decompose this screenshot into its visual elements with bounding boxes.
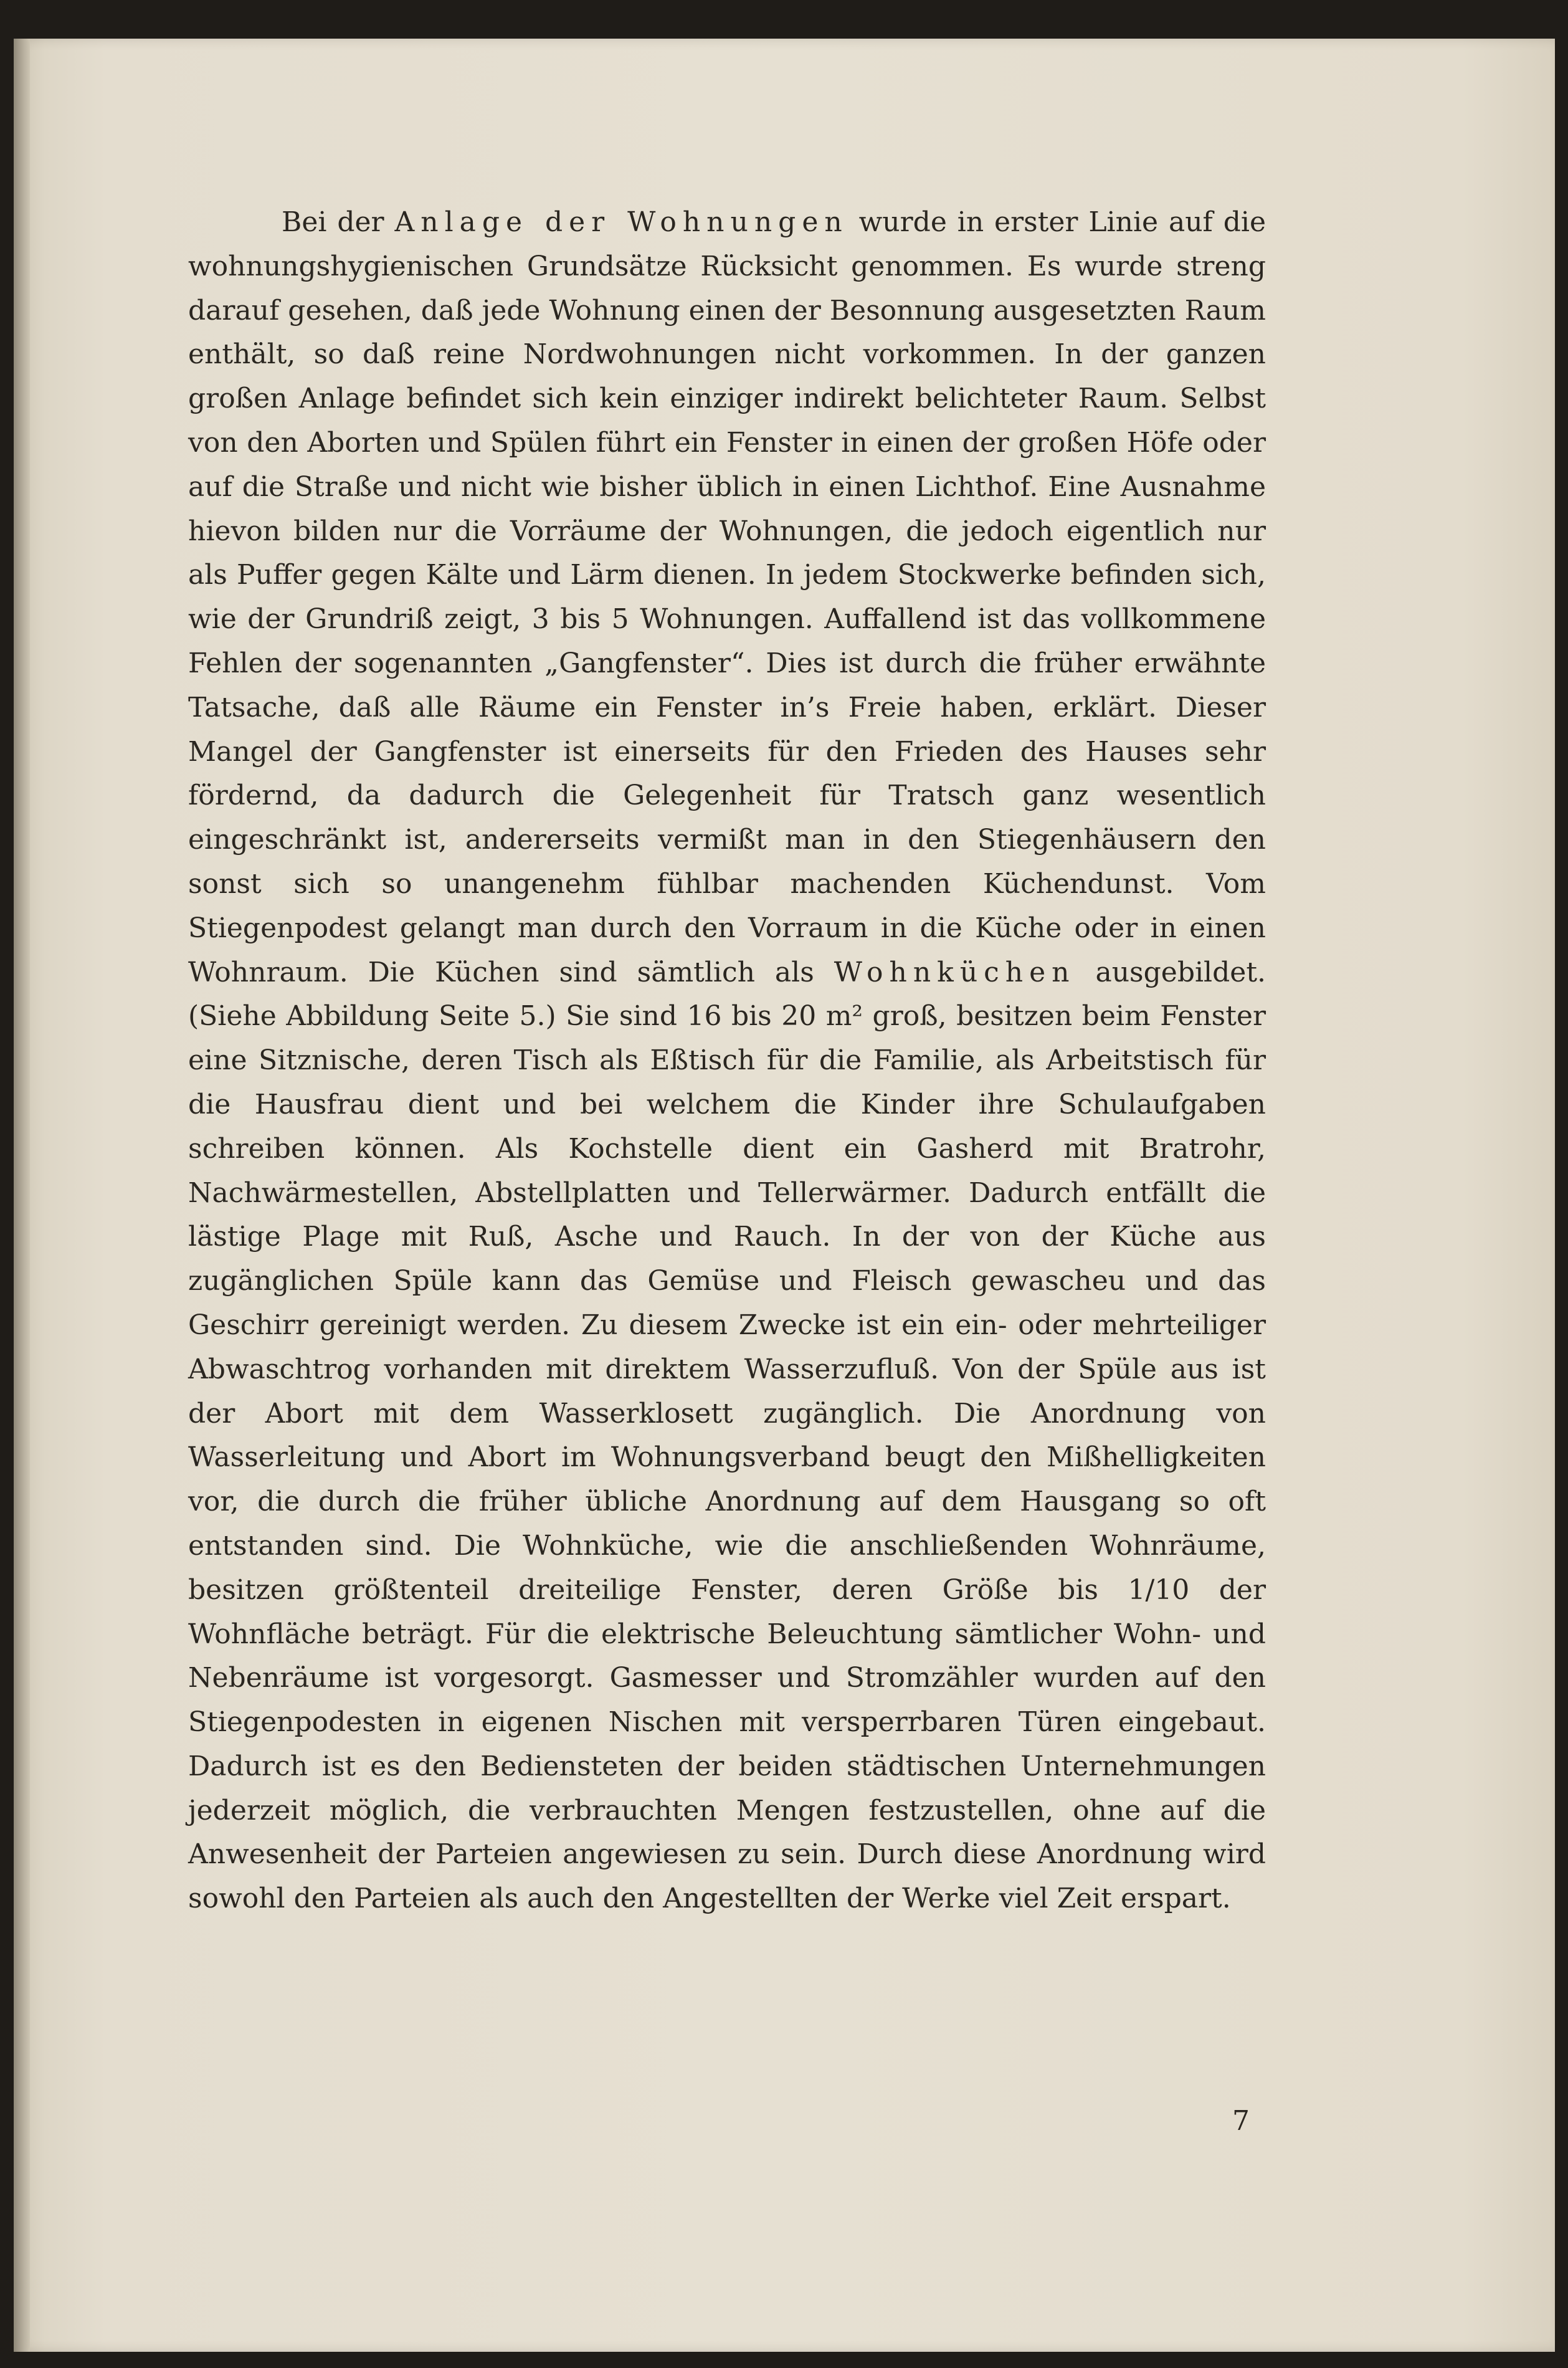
book-spine-edge: [14, 39, 30, 2352]
paragraph-middle: wurde in erster Linie auf die wohnungshygienischen Grundsätze Rücksicht genommen. Es wurde streng darauf gesehen, daß jede Wohnung einen der Besonnung ausgesetzten Raum enthält, so daß reine Nordwohnungen nicht vorkommen. In der ganzen großen Anlage befindet sich kein einziger indirekt belichteter Raum. Selbst von den Aborten und Spülen führt ein Fenster in einen der großen Höfe oder auf die Straße und nicht wie bisher üblich in einen Lichthof. Eine Ausnahme hievon bilden nur die Vorräume der Wohnungen, die jedoch eigentlich nur als Puffer gegen Kälte und Lärm dienen. In jedem Stockwerke befinden sich, wie der Grundriß zeigt, 3 bis 5 Wohnungen. Auffallend ist das vollkommene Fehlen der sogenannten „Gangfenster“. Dies ist durch die früher erwähnte Tatsache, daß alle Räume ein Fenster in’s Freie haben, erklärt. Dieser Mangel der Gangfenster ist einerseits für den Frieden des Hauses sehr fördernd, da dadurch die Gelegenheit für Tratsch ganz wesentlich eingeschränkt ist, andererseits vermißt man in den Stiegenhäusern den sonst sich so unangenehm fühlbar machenden Küchendunst. Vom Stiegenpodest gelangt man durch den Vorraum in die Küche oder in einen Wohnraum. Die Küchen sind sämtlich als: [188, 206, 1266, 988]
paragraph-end: ausgebildet. (Siehe Abbildung Seite 5.) Sie sind 16 bis 20 m² groß, besitzen beim Fenster eine Sitznische, deren Tisch als Eßtisch für die Familie, als Arbeitstisch für die Hausfrau dient und bei welchem die Kinder ihre Schulaufgaben schreiben können. Als Kochstelle dient ein Gasherd mit Bratrohr, Nachwärmestellen, Abstellplatten und Tellerwärmer. Dadurch entfällt die lästige Plage mit Ruß, Asche und Rauch. In der von der Küche aus zugänglichen Spüle kann das Gemüse und Fleisch gewascheu und das Geschirr gereinigt werden. Zu diesem Zwecke ist ein ein- oder mehrteiliger Abwaschtrog vorhanden mit direktem Wasserzufluß. Von der Spüle aus ist der Abort mit dem Wasserklosett zugänglich. Die Anordnung von Wasserleitung und Abort im Wohnungsverband beugt den Mißhelligkeiten vor, die durch die früher übliche Anordnung auf dem Hausgang so oft entstanden sind. Die Wohnküche, wie die anschließenden Wohnräume, besitzen größtenteil dreiteilige Fenster, deren Größe bis 1/10 der Wohnfläche beträgt. Für die elektrische Beleuchtung sämtlicher Wohn- und Nebenräume ist vorgesorgt. Gasmesser und Stromzähler wurden auf den Stiegenpodesten in eigenen Nischen mit versperrbaren Türen eingebaut. Dadurch ist es den Bediensteten der beiden städtischen Unternehmungen jederzeit möglich, die verbrauchten Mengen festzustellen, ohne auf die Anwesenheit der Parteien angewiesen zu sein. Durch diese Anordnung wird sowohl den Parteien als auch den Angestellten der Werke viel Zeit erspart.: [188, 956, 1266, 1915]
main-paragraph: [188, 201, 1266, 1921]
emphasized-anlage-der-wohnungen: Anlage der Wohnungen: [394, 206, 848, 238]
body-text: [188, 201, 1266, 2058]
page-number: 7: [1232, 2105, 1250, 2137]
paragraph-opening: Bei der: [282, 206, 395, 238]
emphasized-wohnkuechen: Wohnküchen: [834, 956, 1076, 988]
